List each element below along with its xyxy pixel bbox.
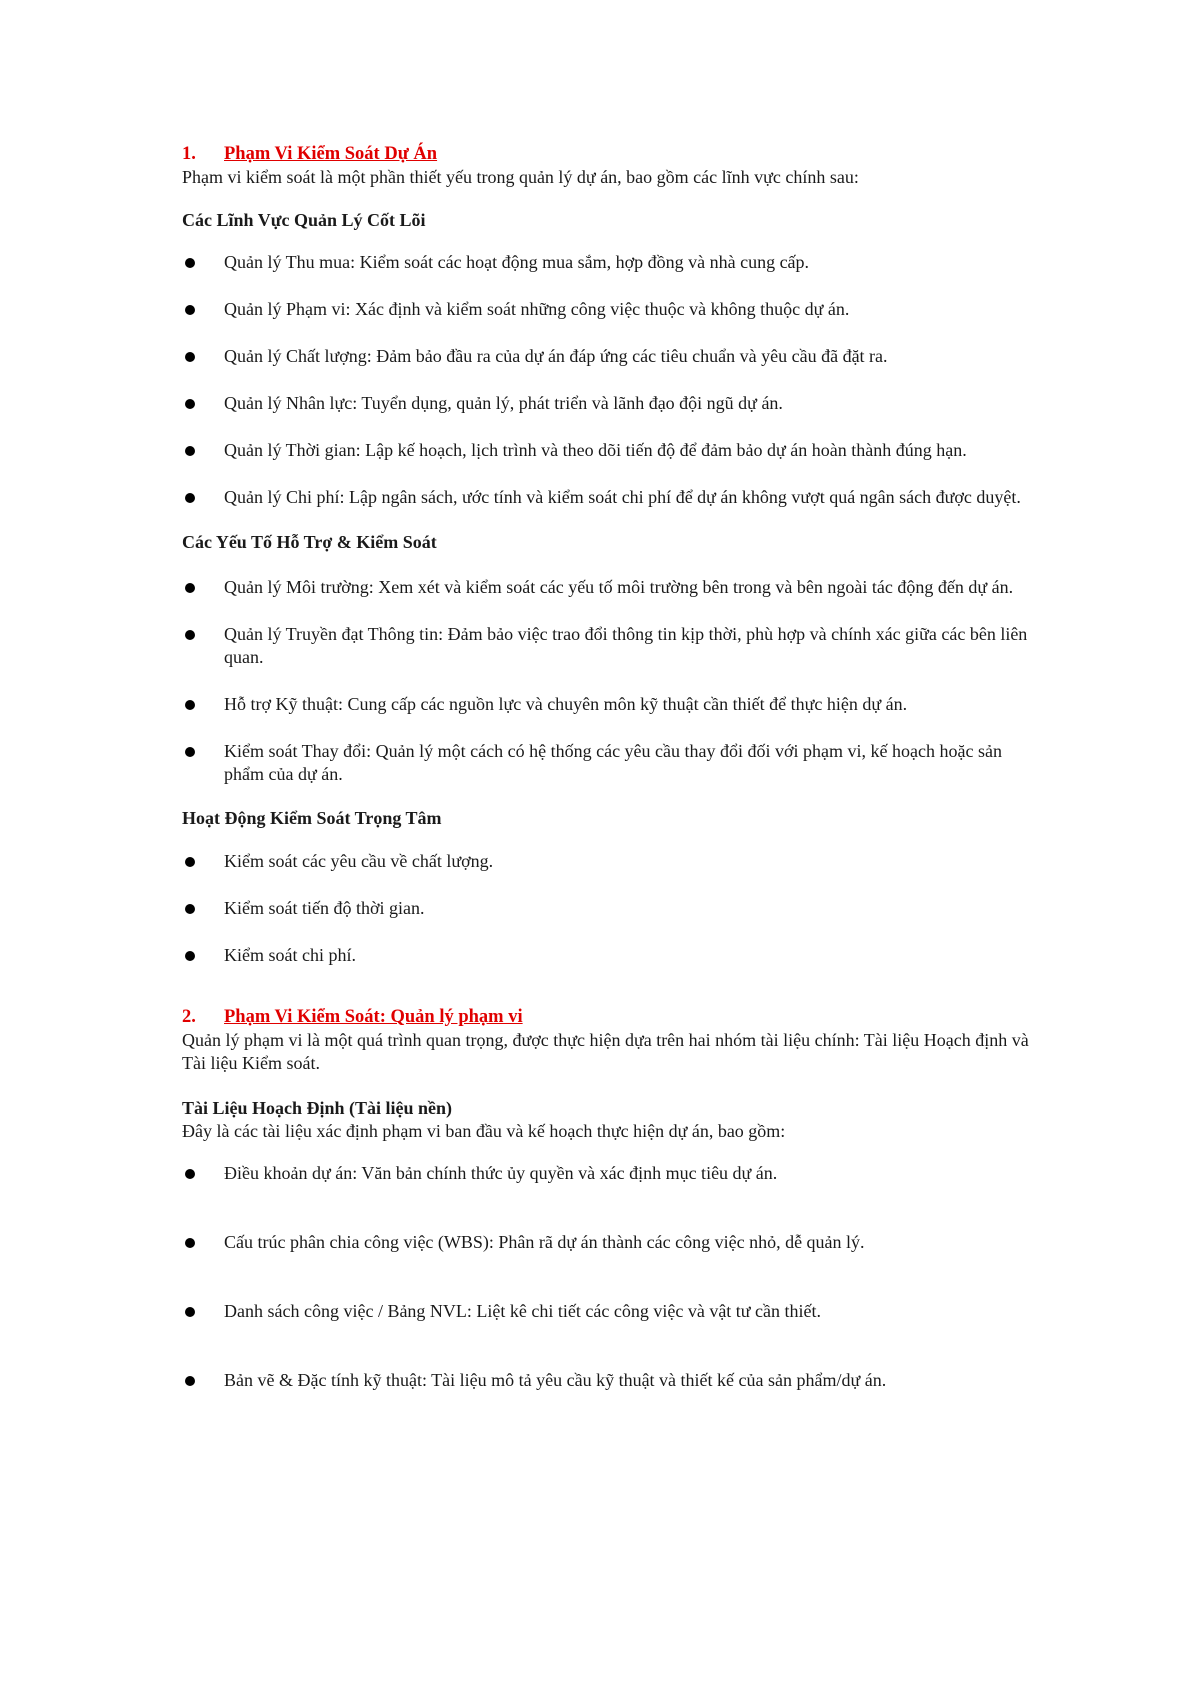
list-item xyxy=(182,576,1032,599)
list-item xyxy=(182,439,1032,462)
bullet-icon xyxy=(185,583,195,593)
bullet-icon xyxy=(185,630,195,640)
bullet-icon xyxy=(185,904,195,914)
list-item-text: Bản vẽ & Đặc tính kỹ thuật: Tài liệu mô tả yêu cầu kỹ thuật và thiết kế của sản phẩm/dự án. xyxy=(224,1370,887,1390)
focus-activities-list xyxy=(182,850,1032,967)
bullet-icon xyxy=(185,951,195,961)
planning-docs-list xyxy=(182,1162,1032,1392)
support-factors-list xyxy=(182,576,1032,786)
planning-docs-heading: Tài Liệu Hoạch Định (Tài liệu nền) xyxy=(182,1098,453,1118)
bullet-icon xyxy=(185,1307,195,1317)
list-item-text: Quản lý Chi phí: Lập ngân sách, ước tính và kiểm soát chi phí để dự án không vượt quá ngân sách được duyệt. xyxy=(224,487,1021,507)
bullet-icon xyxy=(185,352,195,362)
core-areas-list xyxy=(182,251,1032,509)
list-item xyxy=(182,897,1032,920)
bullet-icon xyxy=(185,399,195,409)
list-item xyxy=(182,944,1032,967)
list-item-text: Quản lý Chất lượng: Đảm bảo đầu ra của dự án đáp ứng các tiêu chuẩn và yêu cầu đã đặt ra. xyxy=(224,346,888,366)
section-2-number: 2. xyxy=(182,1007,196,1027)
list-item-text: Quản lý Phạm vi: Xác định và kiểm soát những công việc thuộc và không thuộc dự án. xyxy=(224,299,850,319)
bullet-icon xyxy=(185,857,195,867)
list-item-text: Quản lý Truyền đạt Thông tin: Đảm bảo việc trao đổi thông tin kịp thời, phù hợp và chính xác giữa các bên liên quan. xyxy=(224,624,1028,667)
bullet-icon xyxy=(185,1376,195,1386)
document-page xyxy=(182,142,1032,1392)
bullet-icon xyxy=(185,1169,195,1179)
list-item xyxy=(182,251,1032,274)
list-item-text: Kiểm soát Thay đổi: Quản lý một cách có hệ thống các yêu cầu thay đổi đối với phạm vi, kế hoạch hoặc sản phẩm của dự án. xyxy=(224,741,1002,784)
list-item xyxy=(182,693,1032,716)
bullet-icon xyxy=(185,258,195,268)
core-areas-heading: Các Lĩnh Vực Quản Lý Cốt Lõi xyxy=(182,210,426,230)
list-item xyxy=(182,486,1032,509)
bullet-icon xyxy=(185,747,195,757)
list-item xyxy=(182,392,1032,415)
list-item-text: Kiểm soát chi phí. xyxy=(224,945,356,965)
section-1-heading xyxy=(182,142,1032,166)
list-item xyxy=(182,345,1032,368)
list-item-text: Điều khoản dự án: Văn bản chính thức ủy quyền và xác định mục tiêu dự án. xyxy=(224,1163,778,1183)
list-item xyxy=(182,740,1032,786)
list-item-text: Quản lý Thời gian: Lập kế hoạch, lịch trình và theo dõi tiến độ để đảm bảo dự án hoàn thành đúng hạn. xyxy=(224,440,967,460)
list-item xyxy=(182,1162,1032,1185)
list-item-text: Quản lý Môi trường: Xem xét và kiểm soát các yếu tố môi trường bên trong và bên ngoài tác động đến dự án. xyxy=(224,577,1014,597)
list-item xyxy=(182,623,1032,669)
list-item-text: Cấu trúc phân chia công việc (WBS): Phân rã dự án thành các công việc nhỏ, dễ quản lý. xyxy=(224,1232,865,1252)
section-1-number: 1. xyxy=(182,144,196,164)
list-item xyxy=(182,1231,1032,1254)
list-item-text: Danh sách công việc / Bảng NVL: Liệt kê chi tiết các công việc và vật tư cần thiết. xyxy=(224,1301,822,1321)
list-item xyxy=(182,1369,1032,1392)
list-item-text: Kiểm soát tiến độ thời gian. xyxy=(224,898,425,918)
list-item xyxy=(182,298,1032,321)
bullet-icon xyxy=(185,700,195,710)
section-2-title: Phạm Vi Kiểm Soát: Quản lý phạm vi xyxy=(224,1007,523,1027)
list-item-text: Quản lý Nhân lực: Tuyển dụng, quản lý, phát triển và lãnh đạo đội ngũ dự án. xyxy=(224,393,783,413)
list-item-text: Quản lý Thu mua: Kiểm soát các hoạt động mua sắm, hợp đồng và nhà cung cấp. xyxy=(224,252,810,272)
focus-activities-heading: Hoạt Động Kiểm Soát Trọng Tâm xyxy=(182,808,442,828)
planning-docs-intro: Đây là các tài liệu xác định phạm vi ban đầu và kế hoạch thực hiện dự án, bao gồm: xyxy=(182,1121,786,1141)
list-item-text: Hỗ trợ Kỹ thuật: Cung cấp các nguồn lực và chuyên môn kỹ thuật cần thiết để thực hiện dự án. xyxy=(224,694,908,714)
list-item-text: Kiểm soát các yêu cầu về chất lượng. xyxy=(224,851,494,871)
section-2-heading xyxy=(182,1005,1032,1029)
bullet-icon xyxy=(185,493,195,503)
bullet-icon xyxy=(185,446,195,456)
support-factors-heading: Các Yếu Tố Hỗ Trợ & Kiểm Soát xyxy=(182,532,437,552)
section-1-intro: Phạm vi kiểm soát là một phần thiết yếu trong quản lý dự án, bao gồm các lĩnh vực chính sau: xyxy=(182,167,859,187)
list-item xyxy=(182,1300,1032,1323)
list-item xyxy=(182,850,1032,873)
section-2-intro: Quản lý phạm vi là một quá trình quan trọng, được thực hiện dựa trên hai nhóm tài liệu chính: Tài liệu Hoạch định và Tài liệu Kiểm soát. xyxy=(182,1030,1029,1073)
bullet-icon xyxy=(185,305,195,315)
bullet-icon xyxy=(185,1238,195,1248)
section-1-title: Phạm Vi Kiểm Soát Dự Án xyxy=(224,144,438,164)
